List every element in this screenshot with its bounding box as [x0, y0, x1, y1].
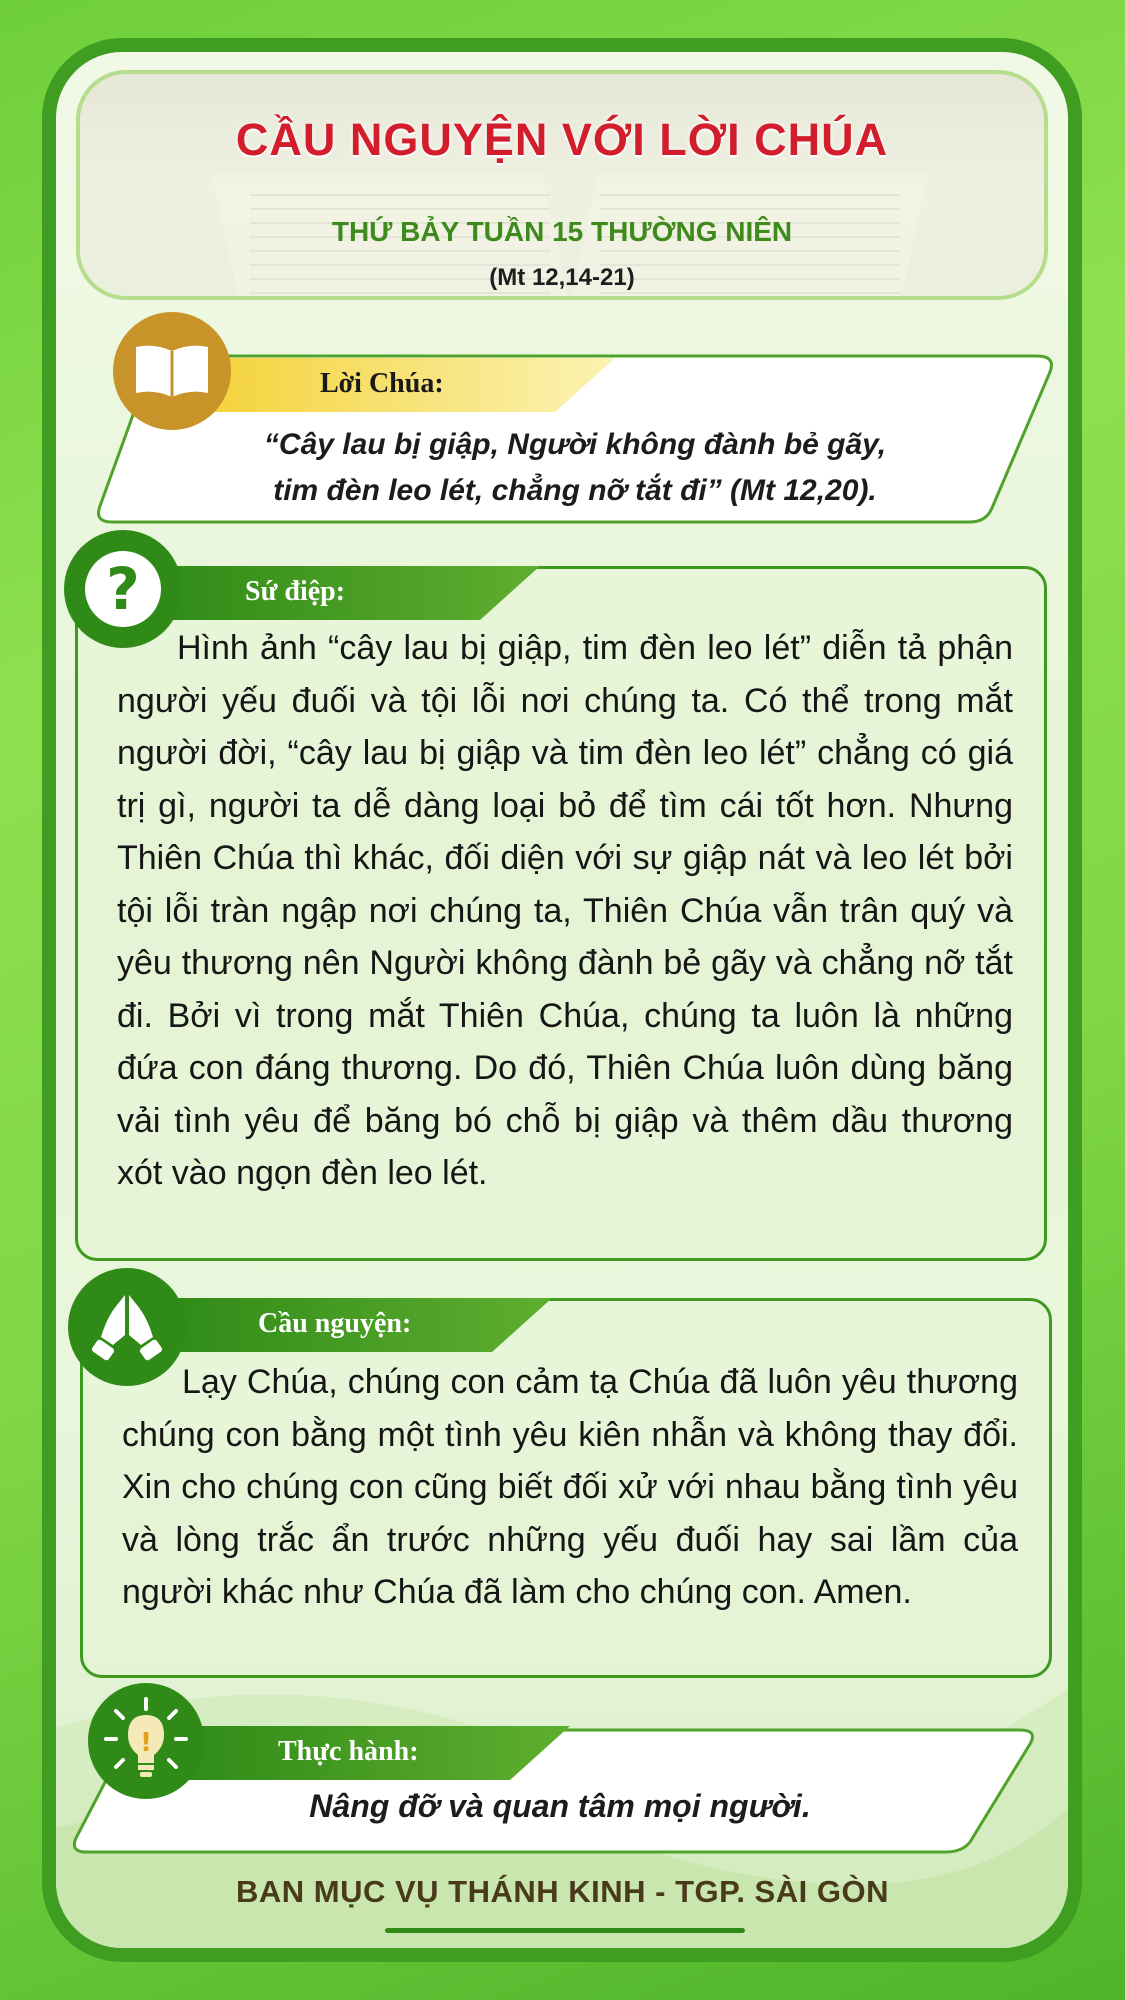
- page-title: CẦU NGUYỆN VỚI LỜI CHÚA: [235, 114, 889, 165]
- practice-text: Nâng đỡ và quan tâm mọi người.: [309, 1788, 811, 1824]
- page-subtitle: THỨ BẢY TUẦN 15 THƯỜNG NIÊN: [331, 216, 793, 247]
- message-text: Hình ảnh “cây lau bị giập, tim đèn leo lét” diễn tả phận người yếu đuối và tội lỗi nơi chúng ta. Có thể trong mắt người đời, “cây lau bị giập và tim đèn leo lét” chẳng có giá trị gì, người ta dễ dàng loại bỏ để tìm cái tốt hơn. Nhưng Thiên Chúa thì khác, đối diện với sự giập nát và leo lét bởi tội lỗi tràn ngập nơi chúng ta, Thiên Chúa vẫn trân quý và yêu thương nên Người không đành bẻ gãy và chẳng nỡ tắt đi. Bởi vì trong mắt Thiên Chúa, chúng ta luôn là những đứa con đáng thương. Do đó, Thiên Chúa luôn dùng băng vải tình yêu để băng bó chỗ bị giập và thêm dầu thương xót vào ngọn đèn leo lét.: [117, 629, 1013, 1192]
- word-verse: “Cây lau bị giập, Người không đành bẻ gãy, tim đèn leo lét, chẳng nỡ tắt đi” (Mt 12,20).: [263, 428, 887, 507]
- practice-label: Thực hành:: [278, 1736, 419, 1767]
- footer-underline: [385, 1928, 745, 1933]
- question-icon: ?: [64, 530, 182, 648]
- word-label: Lời Chúa:: [320, 368, 444, 399]
- message-label: Sứ điệp:: [245, 576, 346, 607]
- scripture-reference: (Mt 12,14-21): [489, 264, 635, 291]
- footer-credit: BAN MỤC VỤ THÁNH KINH - TGP. SÀI GÒN: [236, 1874, 889, 1909]
- header-banner: [76, 70, 1048, 300]
- prayer-text: Lạy Chúa, chúng con cảm tạ Chúa đã luôn yêu thương chúng con bằng một tình yêu kiên nhẫn và không thay đổi. Xin cho chúng con cũng biết đối xử với nhau bằng tình yêu và lòng trắc ẩn trước những yếu đuối hay sai lầm của người khác như Chúa đã làm cho chúng con. Amen.: [122, 1363, 1018, 1611]
- prayer-label: Cầu nguyện:: [258, 1308, 412, 1339]
- svg-text:!: !: [140, 1728, 152, 1758]
- lightbulb-icon: [88, 1683, 204, 1799]
- open-book-icon: [113, 312, 231, 430]
